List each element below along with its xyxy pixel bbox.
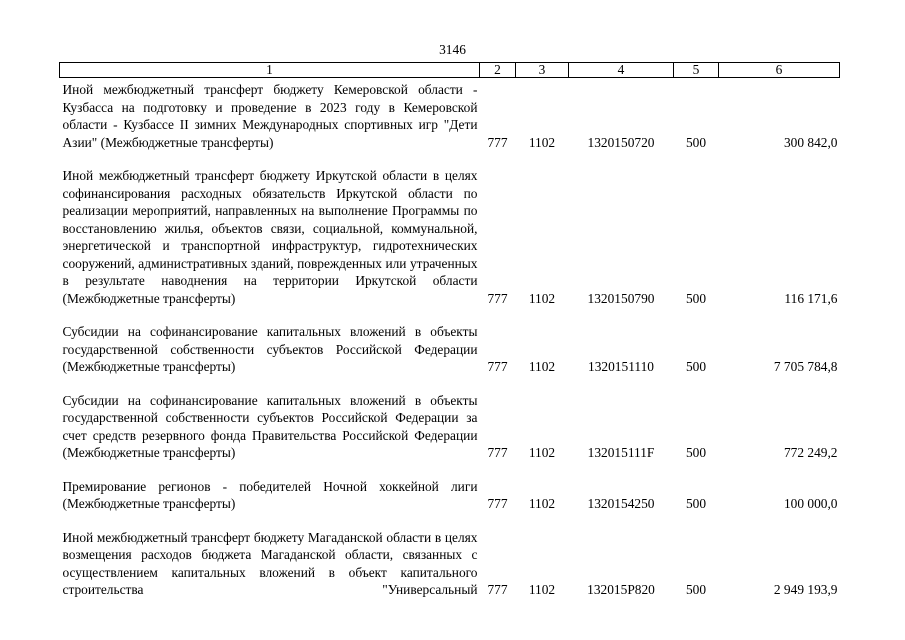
row-ministry-code: 777 bbox=[487, 290, 508, 306]
header-col-5: 5 bbox=[674, 63, 719, 78]
header-row bbox=[60, 63, 840, 78]
row-target-code: 132015111F bbox=[587, 445, 655, 460]
row-ministry-code: 777 bbox=[487, 445, 508, 460]
row-amount: 772 249,2 bbox=[783, 445, 838, 460]
row-amount: 116 171,6 bbox=[784, 290, 838, 306]
row-target-code: 132015Р820 bbox=[587, 582, 655, 597]
table-row bbox=[60, 78, 840, 152]
row-type-code: 500 bbox=[685, 496, 707, 511]
row-amount: 100 000,0 bbox=[783, 496, 838, 511]
table-row bbox=[60, 526, 840, 599]
header-col-4: 4 bbox=[569, 63, 674, 78]
row-ministry-code: 777 bbox=[487, 134, 508, 150]
row-ministry-code: 777 bbox=[487, 496, 508, 511]
row-type-code: 500 bbox=[685, 359, 707, 374]
header-col-6: 6 bbox=[719, 63, 840, 78]
header-col-3: 3 bbox=[516, 63, 569, 78]
header-col-1: 1 bbox=[60, 63, 480, 78]
table-row bbox=[60, 475, 840, 513]
page-number: 3146 bbox=[439, 42, 466, 57]
table-row bbox=[60, 164, 840, 307]
row-section-code: 1102 bbox=[528, 445, 556, 460]
row-target-code: 1320151110 bbox=[588, 359, 654, 374]
header-col-2: 2 bbox=[480, 63, 516, 78]
row-type-code: 500 bbox=[685, 445, 707, 460]
table-row bbox=[60, 320, 840, 376]
row-ministry-code: 777 bbox=[487, 359, 508, 374]
row-target-code: 1320150720 bbox=[587, 134, 655, 150]
row-description: Субсидии на софинансирование капитальных вложений в объекты государственной собственности субъектов Российской Федерации за счет средств резервного фонда Правительства Российской Федерации (Межбюджетные трансферты) bbox=[62, 392, 478, 460]
row-amount: 300 842,0 bbox=[783, 134, 838, 150]
row-section-code: 1102 bbox=[528, 359, 556, 374]
row-section-code: 1102 bbox=[528, 496, 556, 511]
row-section-code: 1102 bbox=[528, 134, 556, 150]
row-section-code: 1102 bbox=[528, 582, 556, 597]
row-type-code: 500 bbox=[685, 290, 707, 306]
budget-table bbox=[59, 62, 840, 599]
row-amount: 7 705 784,8 bbox=[773, 359, 838, 374]
row-description: Иной межбюджетный трансферт бюджету Магаданской области в целях возмещения расходов бюджета Магаданской области, связанных с осуществлением капитальных вложений в объект капитального строительства "Универсальный bbox=[62, 529, 478, 597]
table-row bbox=[60, 389, 840, 462]
row-amount: 2 949 193,9 bbox=[773, 582, 838, 597]
row-target-code: 1320154250 bbox=[587, 496, 655, 511]
row-description: Иной межбюджетный трансферт бюджету Иркутской области в целях софинансирования расходных обязательств Иркутской области по реализации мероприятий, направленных на выполнение Программы по восстановлению жилья, объектов связи, социальной, коммунальной, энергетической и транспортной инфраструктур, гидротехнических сооружений, административных зданий, поврежденных или утраченных в результате наводнения на территории Иркутской области (Межбюджетные трансферты) bbox=[62, 168, 478, 306]
row-description: Субсидии на софинансирование капитальных вложений в объекты государственной собственности субъектов Российской Федерации (Межбюджетные трансферты) bbox=[62, 324, 478, 374]
row-description: Премирование регионов - победителей Ночной хоккейной лиги (Межбюджетные трансферты) bbox=[62, 478, 478, 511]
row-ministry-code: 777 bbox=[487, 582, 508, 597]
row-type-code: 500 bbox=[685, 134, 707, 150]
row-target-code: 1320150790 bbox=[587, 290, 655, 306]
row-type-code: 500 bbox=[685, 582, 707, 597]
row-section-code: 1102 bbox=[528, 290, 556, 306]
row-description: Иной межбюджетный трансферт бюджету Кемеровской области - Кузбасса на подготовку и проведение в 2023 году в Кемеровской области - Кузбассе II зимних Международных спортивных игр "Дети Азии" (Межбюджетные трансферты) bbox=[62, 82, 478, 150]
